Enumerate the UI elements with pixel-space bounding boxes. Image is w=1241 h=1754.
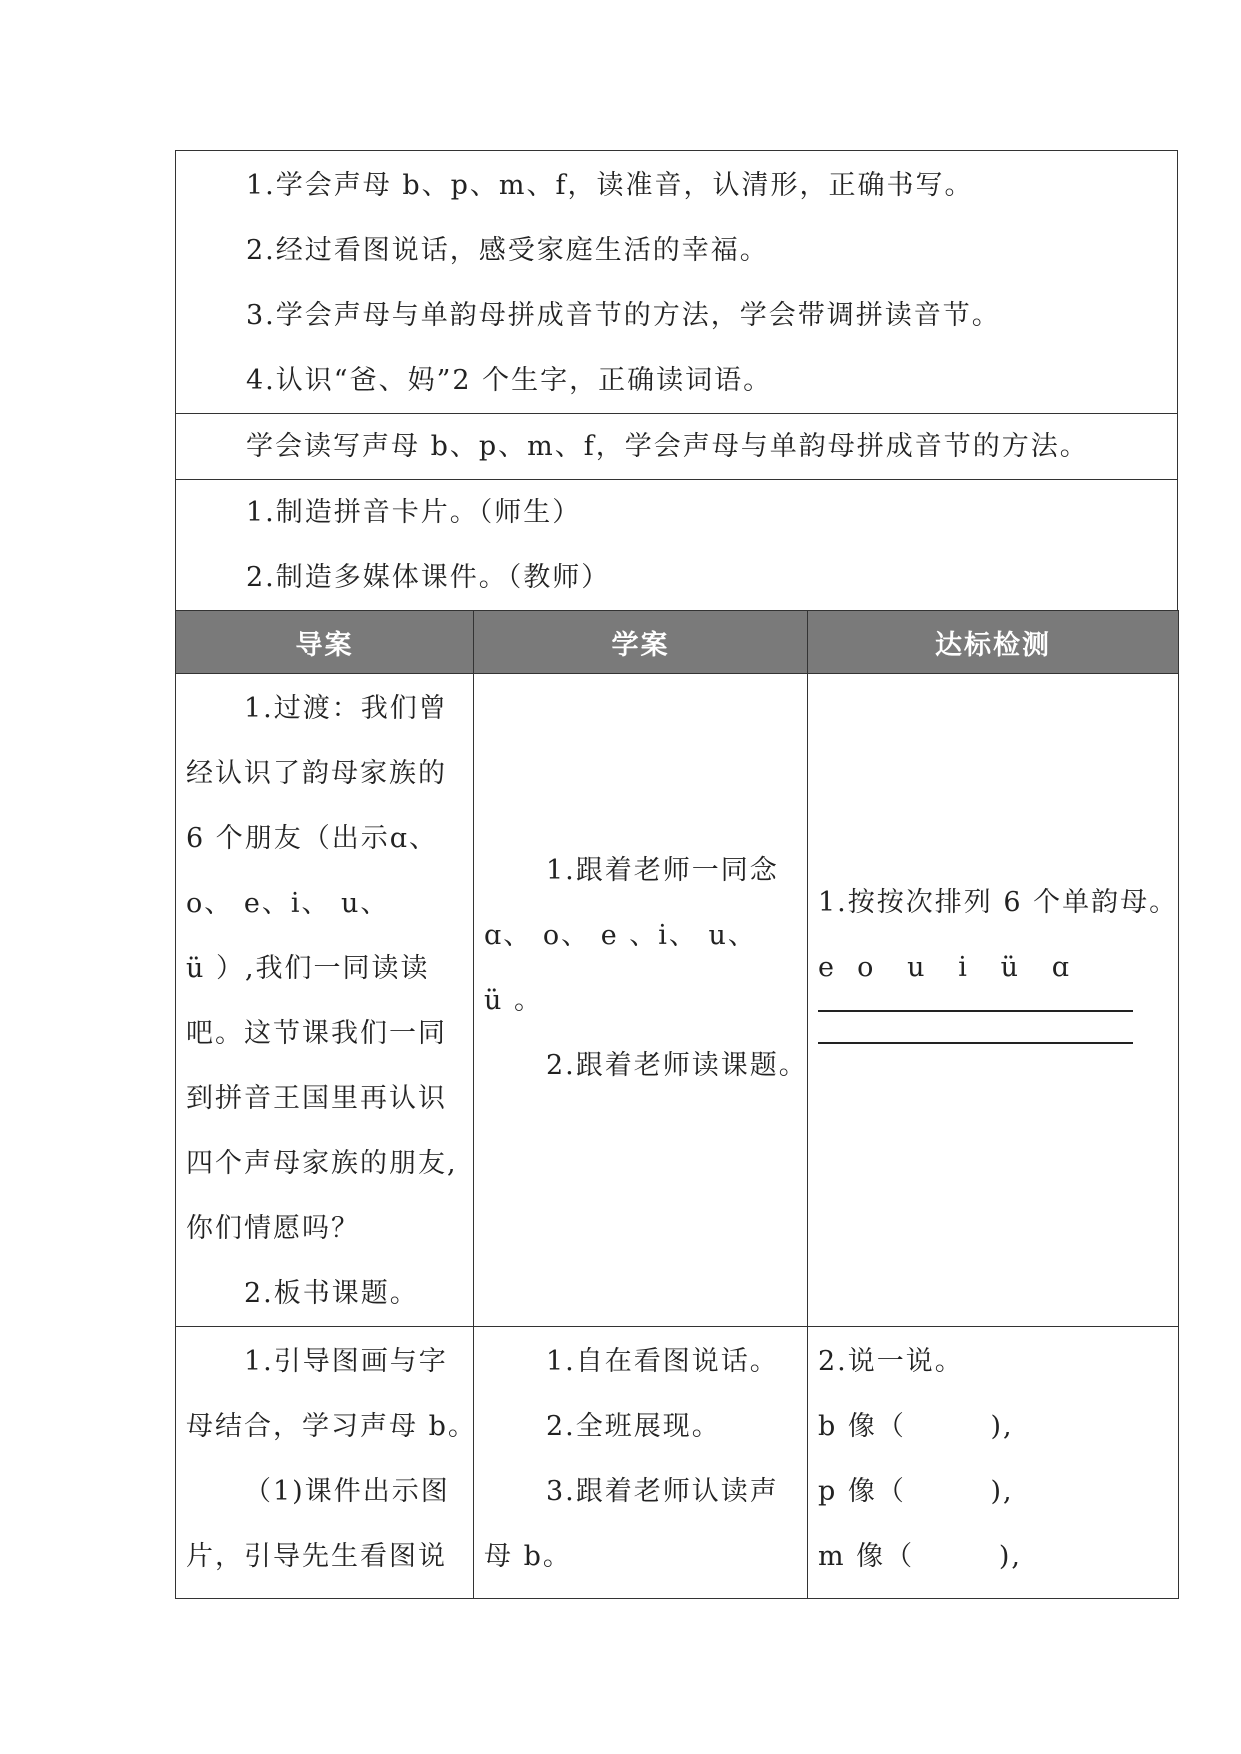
key-point-section (175, 413, 1178, 479)
study-cell (474, 674, 808, 1327)
key-point-line: 学会读写声母 b、p、m、f，学会声母与单韵母拼成音节的方法。 (246, 431, 1089, 462)
text-line: 1.跟着老师一同念 (546, 855, 779, 886)
text-line: 母 b。 (484, 1541, 572, 1572)
text-line: ü 。 (484, 985, 543, 1016)
text-line: 你们情愿吗？ (186, 1213, 360, 1244)
objective-line: 3.学会声母与单韵母拼成音节的方法，学会带调拼读音节。 (246, 300, 1001, 331)
text-line: p 像（ ), (818, 1476, 1014, 1507)
text-line: 3.跟着老师认读声 (546, 1476, 779, 1507)
text-line: 吧。这节课我们一同 (186, 1018, 447, 1049)
guide-cell (176, 1327, 477, 1599)
text-line: 到拼音王国里再认识 (186, 1083, 447, 1114)
text-line: 片，引导先生看图说 (186, 1541, 447, 1572)
text-line: 2.板书课题。 (244, 1278, 419, 1309)
test-cell (808, 674, 1179, 1327)
text-line: e o u i ü ɑ (818, 952, 1072, 983)
text-line: 经认识了韵母家族的 (186, 758, 447, 789)
objectives-section (175, 150, 1178, 413)
study-cell (474, 1327, 808, 1599)
header-test: 达标检测 (808, 611, 1179, 674)
table-row (176, 1327, 1179, 1599)
objective-line: 2.经过看图说话，感受家庭生活的幸福。 (246, 235, 769, 266)
answer-blank[interactable] (818, 1010, 1133, 1012)
activity-table (175, 610, 1179, 1599)
preparation-section (175, 479, 1178, 610)
preparation-line: 2.制造多媒体课件。（教师） (246, 562, 611, 593)
guide-cell (176, 674, 474, 1327)
header-study: 学案 (474, 611, 808, 674)
preparation-line: 1.制造拼音卡片。（师生） (246, 497, 582, 528)
text-line: 母结合，学习声母 b。 (186, 1411, 477, 1442)
table-row (176, 674, 1179, 1327)
text-line: 2.说一说。 (818, 1346, 964, 1377)
lesson-plan-document (175, 150, 1178, 1599)
text-line: b 像（ ), (818, 1411, 1014, 1442)
text-line: 2.全班展现。 (546, 1411, 721, 1442)
text-line: 1.按按次排列 6 个单韵母。 (818, 887, 1179, 918)
header-guide: 导案 (176, 611, 474, 674)
answer-blank[interactable] (818, 1042, 1133, 1044)
text-line: ü ）,我们一同读读 (186, 953, 430, 984)
text-line: 1.引导图画与字 (244, 1346, 448, 1377)
text-line: 四个声母家族的朋友, (186, 1148, 458, 1179)
text-line: m 像（ ), (818, 1541, 1022, 1572)
text-line: 2.跟着老师读课题。 (546, 1050, 808, 1081)
objective-line: 1.学会声母 b、p、m、f，读准音，认清形，正确书写。 (246, 170, 974, 201)
text-line: 6 个朋友（出示ɑ、 (186, 823, 439, 854)
test-cell (808, 1327, 1179, 1599)
objective-line: 4.认识“爸、妈”2 个生字，正确读词语。 (246, 365, 773, 396)
table-header-row (176, 611, 1179, 674)
text-line: （1)课件出示图 (244, 1476, 450, 1507)
text-line: ɑ、 o、 e 、i、 u、 (484, 920, 757, 951)
text-line: 1.过渡：我们曾 (244, 693, 448, 724)
text-line: o、 e、i、 u、 (186, 888, 390, 919)
text-line: 1.自在看图说话。 (546, 1346, 779, 1377)
